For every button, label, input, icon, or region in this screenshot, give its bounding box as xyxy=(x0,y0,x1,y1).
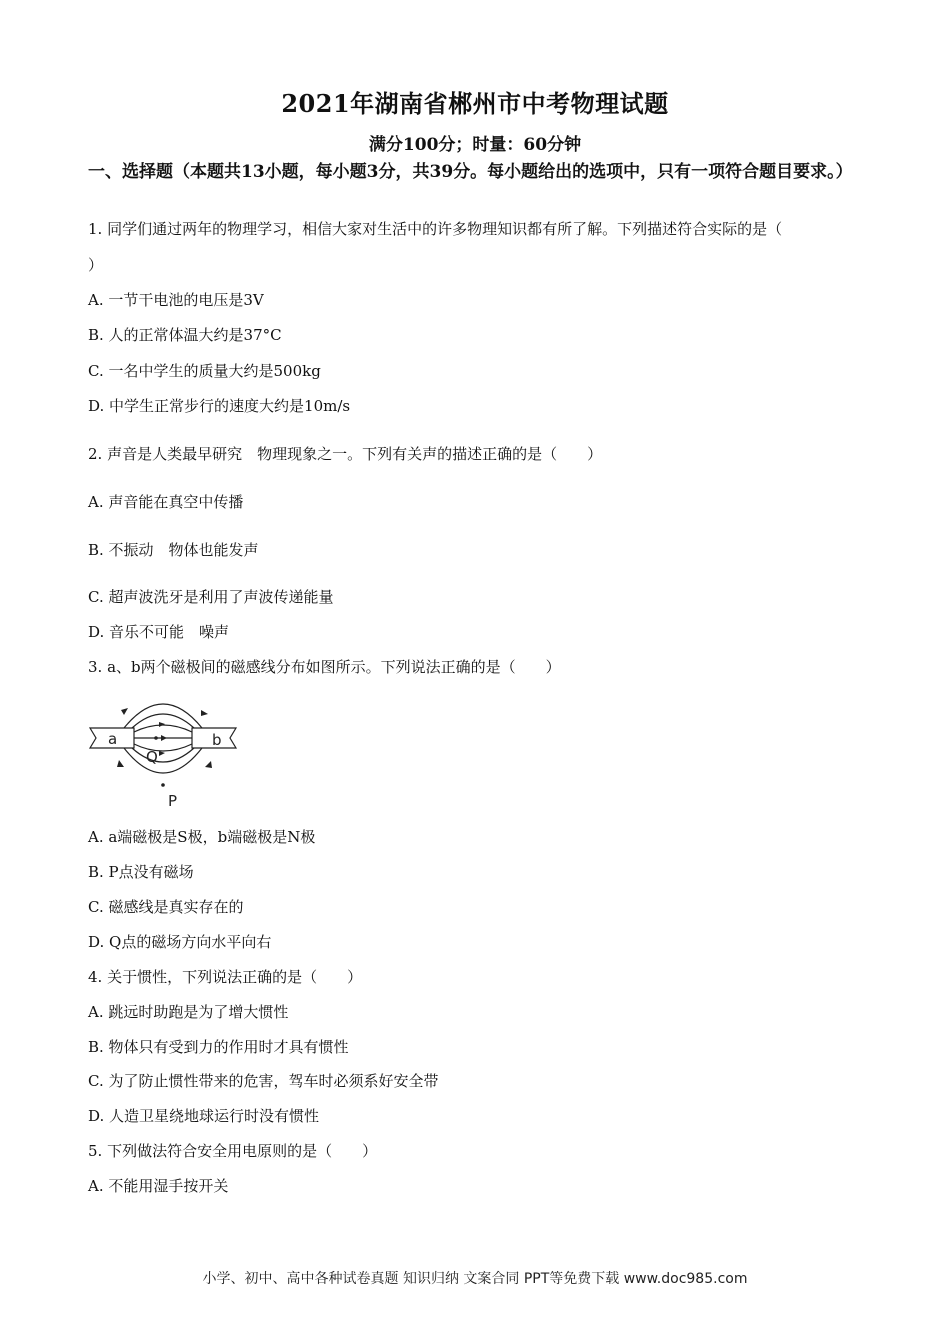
question-2-stem: 2. 声音是人类最早研究 物理现象之一。下列有关声的描述正确的是（ ） xyxy=(88,445,603,463)
question-1-stem: 1. 同学们通过两年的物理学习，相信大家对生活中的许多物理知识都有所了解。下列描述符合实际的是（ xyxy=(88,220,783,238)
magnetic-field-figure xyxy=(86,688,246,813)
question-2-option-a: A. 声音能在真空中传播 xyxy=(88,493,244,511)
question-3-stem: 3. a、b两个磁极间的磁感线分布如图所示。下列说法正确的是（ ） xyxy=(88,658,561,676)
question-3-option-d: D. Q点的磁场方向水平向右 xyxy=(88,933,272,951)
exam-title: 2021年湖南省郴州市中考物理试题 xyxy=(281,89,669,118)
footer-link[interactable]: 小学、初中、高中各种试卷真题 知识归纳 文案合同 PPT等免费下载 www.doc985.com xyxy=(202,1271,748,1287)
question-4-option-d: D. 人造卫星绕地球运行时没有惯性 xyxy=(88,1107,320,1125)
question-4-option-a: A. 跳远时助跑是为了增大惯性 xyxy=(88,1003,289,1021)
question-1-option-c: C. 一名中学生的质量大约是500kg xyxy=(88,362,321,380)
magnet-a-label: a xyxy=(108,730,118,748)
point-q-label: Q xyxy=(146,748,158,766)
question-4-stem: 4. 关于惯性，下列说法正确的是（ ） xyxy=(88,968,363,986)
question-2-option-c: C. 超声波洗牙是利用了声波传递能量 xyxy=(88,588,334,606)
magnet-b-label: b xyxy=(212,731,222,749)
exam-subtitle: 满分100分；时量：60分钟 xyxy=(368,135,582,155)
question-3-option-c: C. 磁感线是真实存在的 xyxy=(88,898,244,916)
question-2-option-d: D. 音乐不可能 噪声 xyxy=(88,623,230,641)
question-5-option-a: A. 不能用湿手按开关 xyxy=(88,1177,229,1195)
question-1-option-a: A. 一节干电池的电压是3V xyxy=(88,291,264,309)
question-4-option-b: B. 物体只有受到力的作用时才具有惯性 xyxy=(88,1038,349,1056)
question-1-option-d: D. 中学生正常步行的速度大约是10m/s xyxy=(88,397,351,415)
point-p-label: P xyxy=(168,792,178,810)
question-1-option-b: B. 人的正常体温大约是37°C xyxy=(88,326,282,344)
question-3-option-a: A. a端磁极是S极，b端磁极是N极 xyxy=(88,828,316,846)
question-3-option-b: B. P点没有磁场 xyxy=(88,863,194,881)
question-4-option-c: C. 为了防止惯性带来的危害，驾车时必须系好安全带 xyxy=(88,1072,439,1090)
question-2-option-b: B. 不振动 物体也能发声 xyxy=(88,541,259,559)
question-5-stem: 5. 下列做法符合安全用电原则的是（ ） xyxy=(88,1142,378,1160)
question-1-stem-cont: ） xyxy=(88,256,104,274)
section-heading: 一、选择题（本题共13小题，每小题3分，共39分。每小题给出的选项中，只有一项符合题目要求。） xyxy=(88,162,853,182)
